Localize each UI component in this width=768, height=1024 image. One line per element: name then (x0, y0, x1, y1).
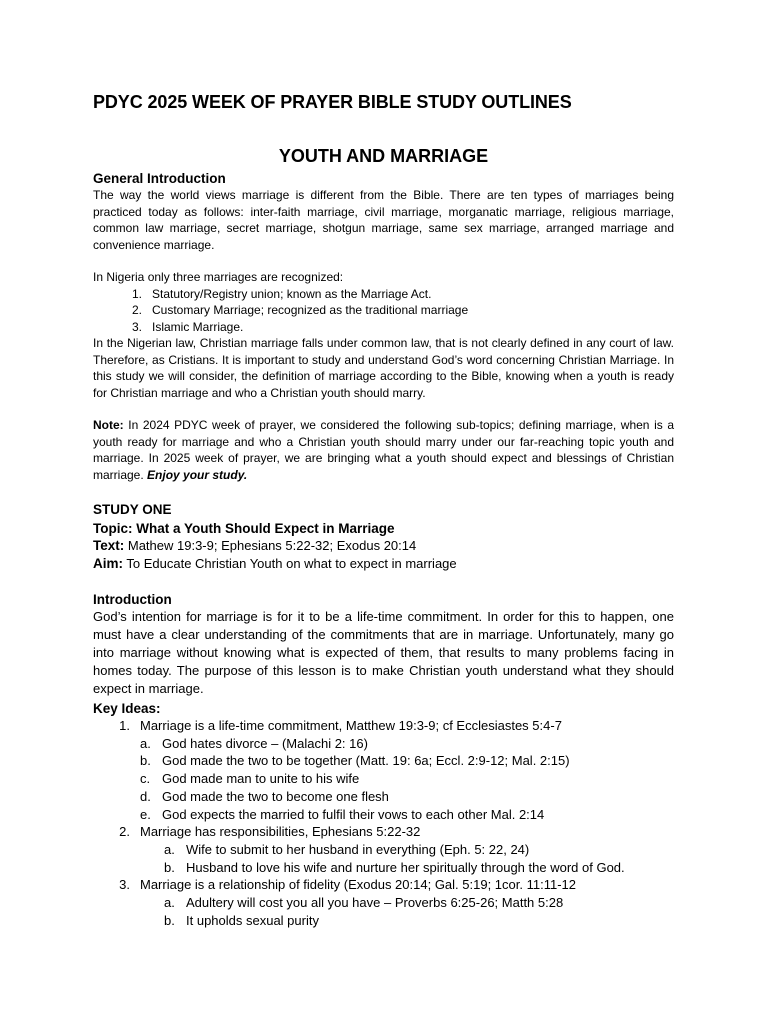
list-item: 1. Statutory/Registry union; known as the Marriage Act. (131, 286, 432, 301)
note-label: Note: (93, 418, 124, 432)
note-paragraph: Note: In 2024 PDYC week of prayer, we considered the following sub-topics; defining marriage, when is a youth ready for marriage and who a Christian youth should marry under our far-reaching topic youth and marriage. In 2025 week of prayer, we are bringing what a youth should expect and blessings of Christian marriage. Enjoy your study. (93, 418, 674, 482)
list-item: b. Husband to love his wife and nurture her spiritually through the word of God. (164, 859, 625, 875)
list-item: b. It upholds sexual purity (164, 912, 319, 928)
list-item: 2. Marriage has responsibilities, Ephesians 5:22-32 a. Wife to submit to her husband in everything (Eph. 5: 22, 24) b. Husband to love his wife and nurture her spiritually through the word of God. (93, 823, 674, 876)
list-item: a. Wife to submit to her husband in everything (Eph. 5: 22, 24) (164, 841, 530, 857)
list-item: d. God made the two to become one flesh (140, 788, 389, 804)
document-subtitle: YOUTH AND MARRIAGE (278, 146, 489, 166)
introduction-heading: Introduction (93, 592, 172, 607)
list-item: a. Adultery will cost you all you have – Proverbs 6:25-26; Matth 5:28 (164, 895, 564, 911)
list-item: c. God made man to unite to his wife (140, 771, 360, 787)
recognized-marriages-list (93, 286, 674, 336)
list-item: 3. Marriage is a relationship of fidelity (Exodus 20:14; Gal. 5:19; 1cor. 11:11-12 a. Adultery will cost you all you have – Proverbs 6:25-26; Matth 5:28 b. It upholds sexual purity (93, 876, 674, 929)
list-item: 1. Marriage is a life-time commitment, Matthew 19:3-9; cf Ecclesiastes 5:4-7 a. God hates divorce – (Malachi 2: 16) b. God made the two to be together (Matt. 19: 6a; Eccl. 2:9-12; Mal. 2:15) c. God made man to unite to his wife d. God made the two to become one flesh e. God expects the married to fulfil their vows to each other Mal. 2:14 (93, 717, 674, 823)
list-item: 3. Islamic Marriage. (131, 319, 244, 334)
list-item: e. God expects the married to fulfil their vows to each other Mal. 2:14 (140, 806, 545, 822)
study-text-line: Text: Mathew 19:3-9; Ephesians 5:22-32; Exodus 20:14 (93, 538, 417, 553)
document-content (93, 90, 674, 929)
key-ideas-list (93, 717, 674, 929)
nigeria-intro-text: In Nigeria only three marriages are recognized: (93, 270, 344, 284)
list-item: 2. Customary Marriage; recognized as the traditional marriage (131, 303, 469, 317)
list-item: b. God made the two to be together (Matt. 19: 6a; Eccl. 2:9-12; Mal. 2:15) (140, 753, 570, 769)
study-topic: Topic: What a Youth Should Expect in Marriage (93, 521, 395, 536)
nigerian-law-paragraph: In the Nigerian law, Christian marriage falls under common law, that is not clearly defined in any court of law. Therefore, as Cristians. It is important to study and understand God’s word concerning Christian Marriage. In this study we will consider, the definition of marriage according to the Bible, knowing when a youth is ready for Christian marriage and who a Christian youth should marry. (93, 336, 674, 400)
study-heading: STUDY ONE (93, 502, 172, 517)
general-intro-paragraph: The way the world views marriage is different from the Bible. There are ten types of marriages being practiced today as follows: inter-faith marriage, civil marriage, morganatic marriage, religious marriage, common law marriage, secret marriage, shotgun marriage, same sex marriage, arranged marriage and convenience marriage. (93, 188, 674, 252)
list-item: a. God hates divorce – (Malachi 2: 16) (140, 735, 368, 751)
key-ideas-heading: Key Ideas: (93, 701, 161, 716)
general-intro-heading: General Introduction (93, 171, 226, 186)
study-aim-line: Aim: To Educate Christian Youth on what to expect in marriage (93, 556, 457, 571)
introduction-paragraph: God’s intention for marriage is for it to be a life-time commitment. In order for this to happen, one must have a clear understanding of the commitments that are in marriage. Unfortunately, many go into marriage without knowing what is expected of them, that results to many problems facing in homes today. The purpose of this lesson is to make Christian youth understand what they should expect in marriage. (93, 609, 674, 696)
note-emphasis: Enjoy your study. (147, 467, 248, 482)
document-title: PDYC 2025 WEEK OF PRAYER BIBLE STUDY OUTLINES (93, 92, 572, 112)
